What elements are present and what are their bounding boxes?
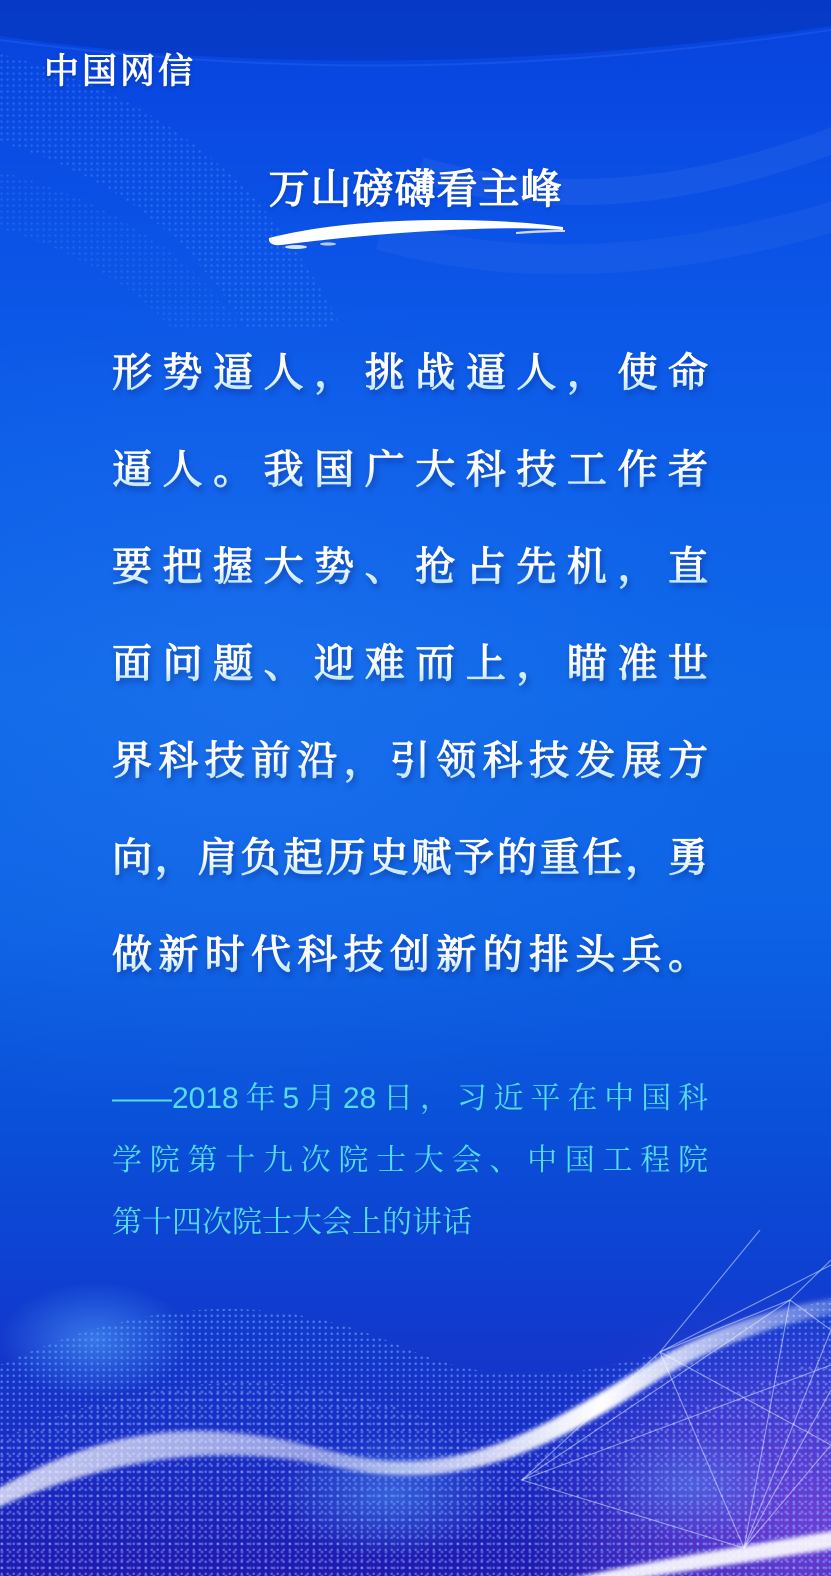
attribution-line: 学院第十九次院士大会、中国工程院 — [112, 1144, 708, 1177]
blue-glow — [0, 1282, 190, 1398]
brush-stroke-underline-icon — [266, 216, 566, 250]
brand-logo: 中国网信 — [44, 52, 197, 91]
blue-glow — [595, 1430, 785, 1540]
quote-line: 要把握大势、抢占先机，直 — [112, 519, 708, 616]
wireframe-polyhedron — [522, 1230, 831, 1548]
attribution-block — [112, 1068, 708, 1254]
purple-glow — [540, 1320, 831, 1576]
quote-line: 做新时代科技创新的排头兵。 — [112, 907, 708, 1004]
quote-line: 面问题、迎难而上，瞄准世 — [112, 616, 708, 713]
title-block — [0, 166, 831, 250]
quote-line: 形势逼人，挑战逼人，使命 — [112, 325, 708, 422]
attribution-line: 第十四次院士大会上的讲话 — [112, 1206, 472, 1239]
attribution-line: ——2018年5月28日，习近平在中国科 — [112, 1082, 708, 1115]
quote-block — [112, 325, 708, 1004]
halftone-wave-band — [0, 1298, 831, 1576]
ribbon-wave — [0, 1298, 831, 1510]
bottom-wave-texture — [0, 1230, 831, 1576]
quote-line: 向，肩负起历史赋予的重任，勇 — [112, 810, 708, 907]
ribbon-wave-corner — [555, 1530, 831, 1576]
page-title: 万山磅礴看主峰 — [268, 166, 563, 212]
quote-line: 界科技前沿，引领科技发展方 — [112, 713, 708, 810]
halftone-wave-band — [0, 1355, 831, 1576]
quote-line: 逼人。我国广大科技工作者 — [112, 422, 708, 519]
blue-glow — [275, 1433, 505, 1557]
